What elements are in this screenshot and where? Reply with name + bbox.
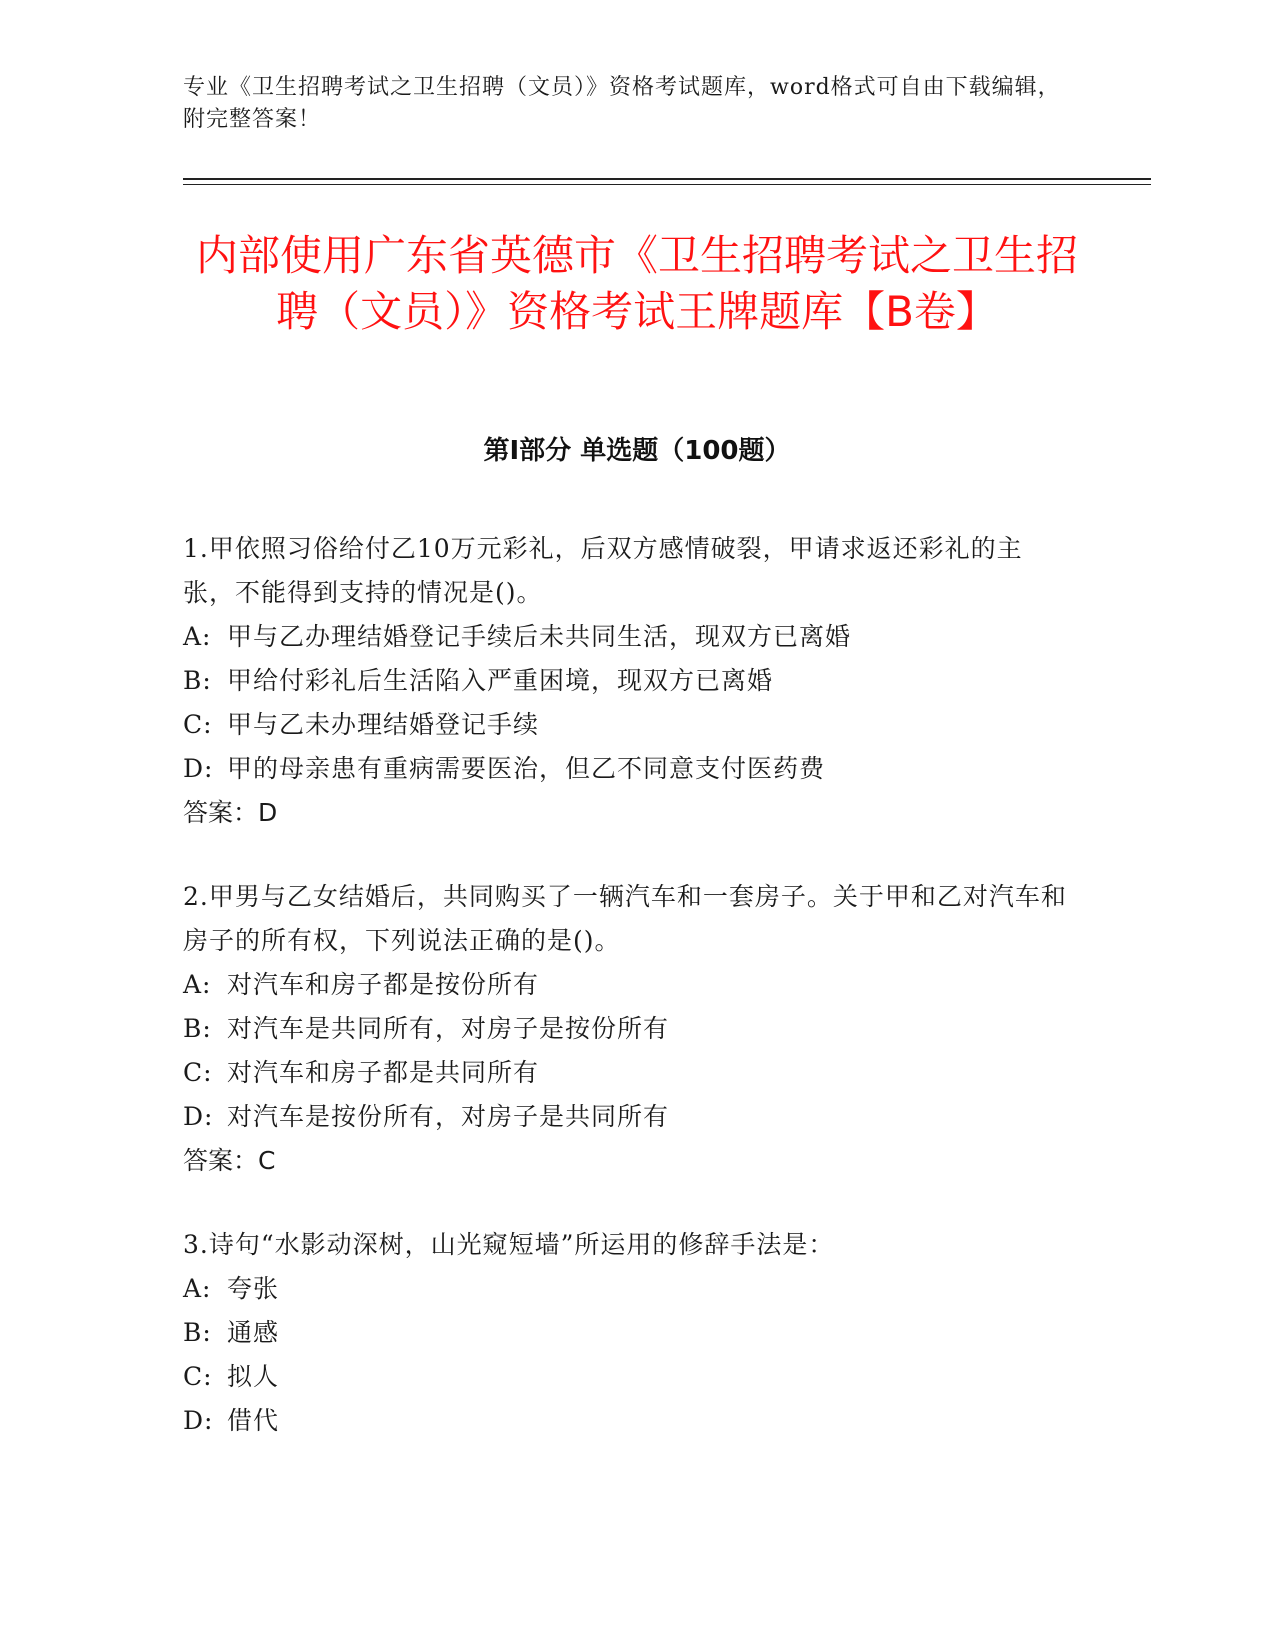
option-b [183, 1311, 1073, 1355]
option-letter: C: [183, 1058, 213, 1087]
question-stem: 1.甲依照习俗给付乙10万元彩礼，后双方感情破裂，甲请求返还彩礼的主张，不能得到支持的情况是()。 [183, 534, 1023, 607]
option-letter: D: [183, 1406, 214, 1435]
option-text: 对汽车和房子都是按份所有 [227, 970, 540, 999]
option-a [183, 963, 1073, 1007]
option-letter: A: [183, 622, 212, 651]
option-c [183, 1355, 1073, 1399]
question-3 [183, 1223, 1073, 1443]
option-text: 甲的母亲患有重病需要医治，但乙不同意支付医药费 [227, 754, 826, 783]
option-d [183, 747, 1073, 791]
option-c [183, 1051, 1073, 1095]
question-stem: 3.诗句“水影动深树，山光窥短墙”所运用的修辞手法是： [183, 1230, 835, 1259]
option-text: 对汽车是按份所有，对房子是共同所有 [227, 1102, 670, 1131]
option-text: 甲与乙办理结婚登记手续后未共同生活，现双方已离婚 [227, 622, 852, 651]
option-b [183, 659, 1073, 703]
header-divider-thick [183, 178, 1151, 180]
answer-line: 答案：D [183, 798, 278, 827]
option-text: 借代 [227, 1406, 280, 1435]
document-title: 内部使用广东省英德市《卫生招聘考试之卫生招聘（文员）》资格考试王牌题库【B卷】 [195, 231, 1078, 336]
option-text: 通感 [227, 1318, 280, 1347]
option-text: 拟人 [227, 1362, 280, 1391]
option-a [183, 615, 1073, 659]
option-letter: D: [183, 754, 214, 783]
option-text: 夸张 [227, 1274, 280, 1303]
header-divider-thin [183, 184, 1151, 185]
option-text: 甲与乙未办理结婚登记手续 [227, 710, 540, 739]
option-d [183, 1095, 1073, 1139]
option-letter: C: [183, 1362, 213, 1391]
question-1 [183, 527, 1073, 835]
option-letter: B: [183, 666, 212, 695]
option-text: 对汽车和房子都是共同所有 [227, 1058, 540, 1087]
option-letter: B: [183, 1318, 212, 1347]
section-title: 第Ⅰ部分 单选题（100题） [483, 436, 791, 466]
option-letter: C: [183, 710, 213, 739]
option-letter: A: [183, 970, 212, 999]
answer-line: 答案：C [183, 1146, 276, 1175]
question-2 [183, 875, 1073, 1183]
option-b [183, 1007, 1073, 1051]
option-c [183, 703, 1073, 747]
option-a [183, 1267, 1073, 1311]
question-stem: 2.甲男与乙女结婚后，共同购买了一辆汽车和一套房子。关于甲和乙对汽车和房子的所有权，下列说法正确的是()。 [183, 882, 1067, 955]
option-letter: B: [183, 1014, 212, 1043]
option-letter: A: [183, 1274, 212, 1303]
option-letter: D: [183, 1102, 214, 1131]
option-text: 对汽车是共同所有，对房子是按份所有 [227, 1014, 670, 1043]
question-list [183, 527, 1073, 1483]
option-text: 甲给付彩礼后生活陷入严重困境，现双方已离婚 [227, 666, 774, 695]
header-note: 专业《卫生招聘考试之卫生招聘（文员）》资格考试题库，word格式可自由下载编辑，附完整答案！ [183, 75, 1061, 132]
option-d [183, 1399, 1073, 1443]
